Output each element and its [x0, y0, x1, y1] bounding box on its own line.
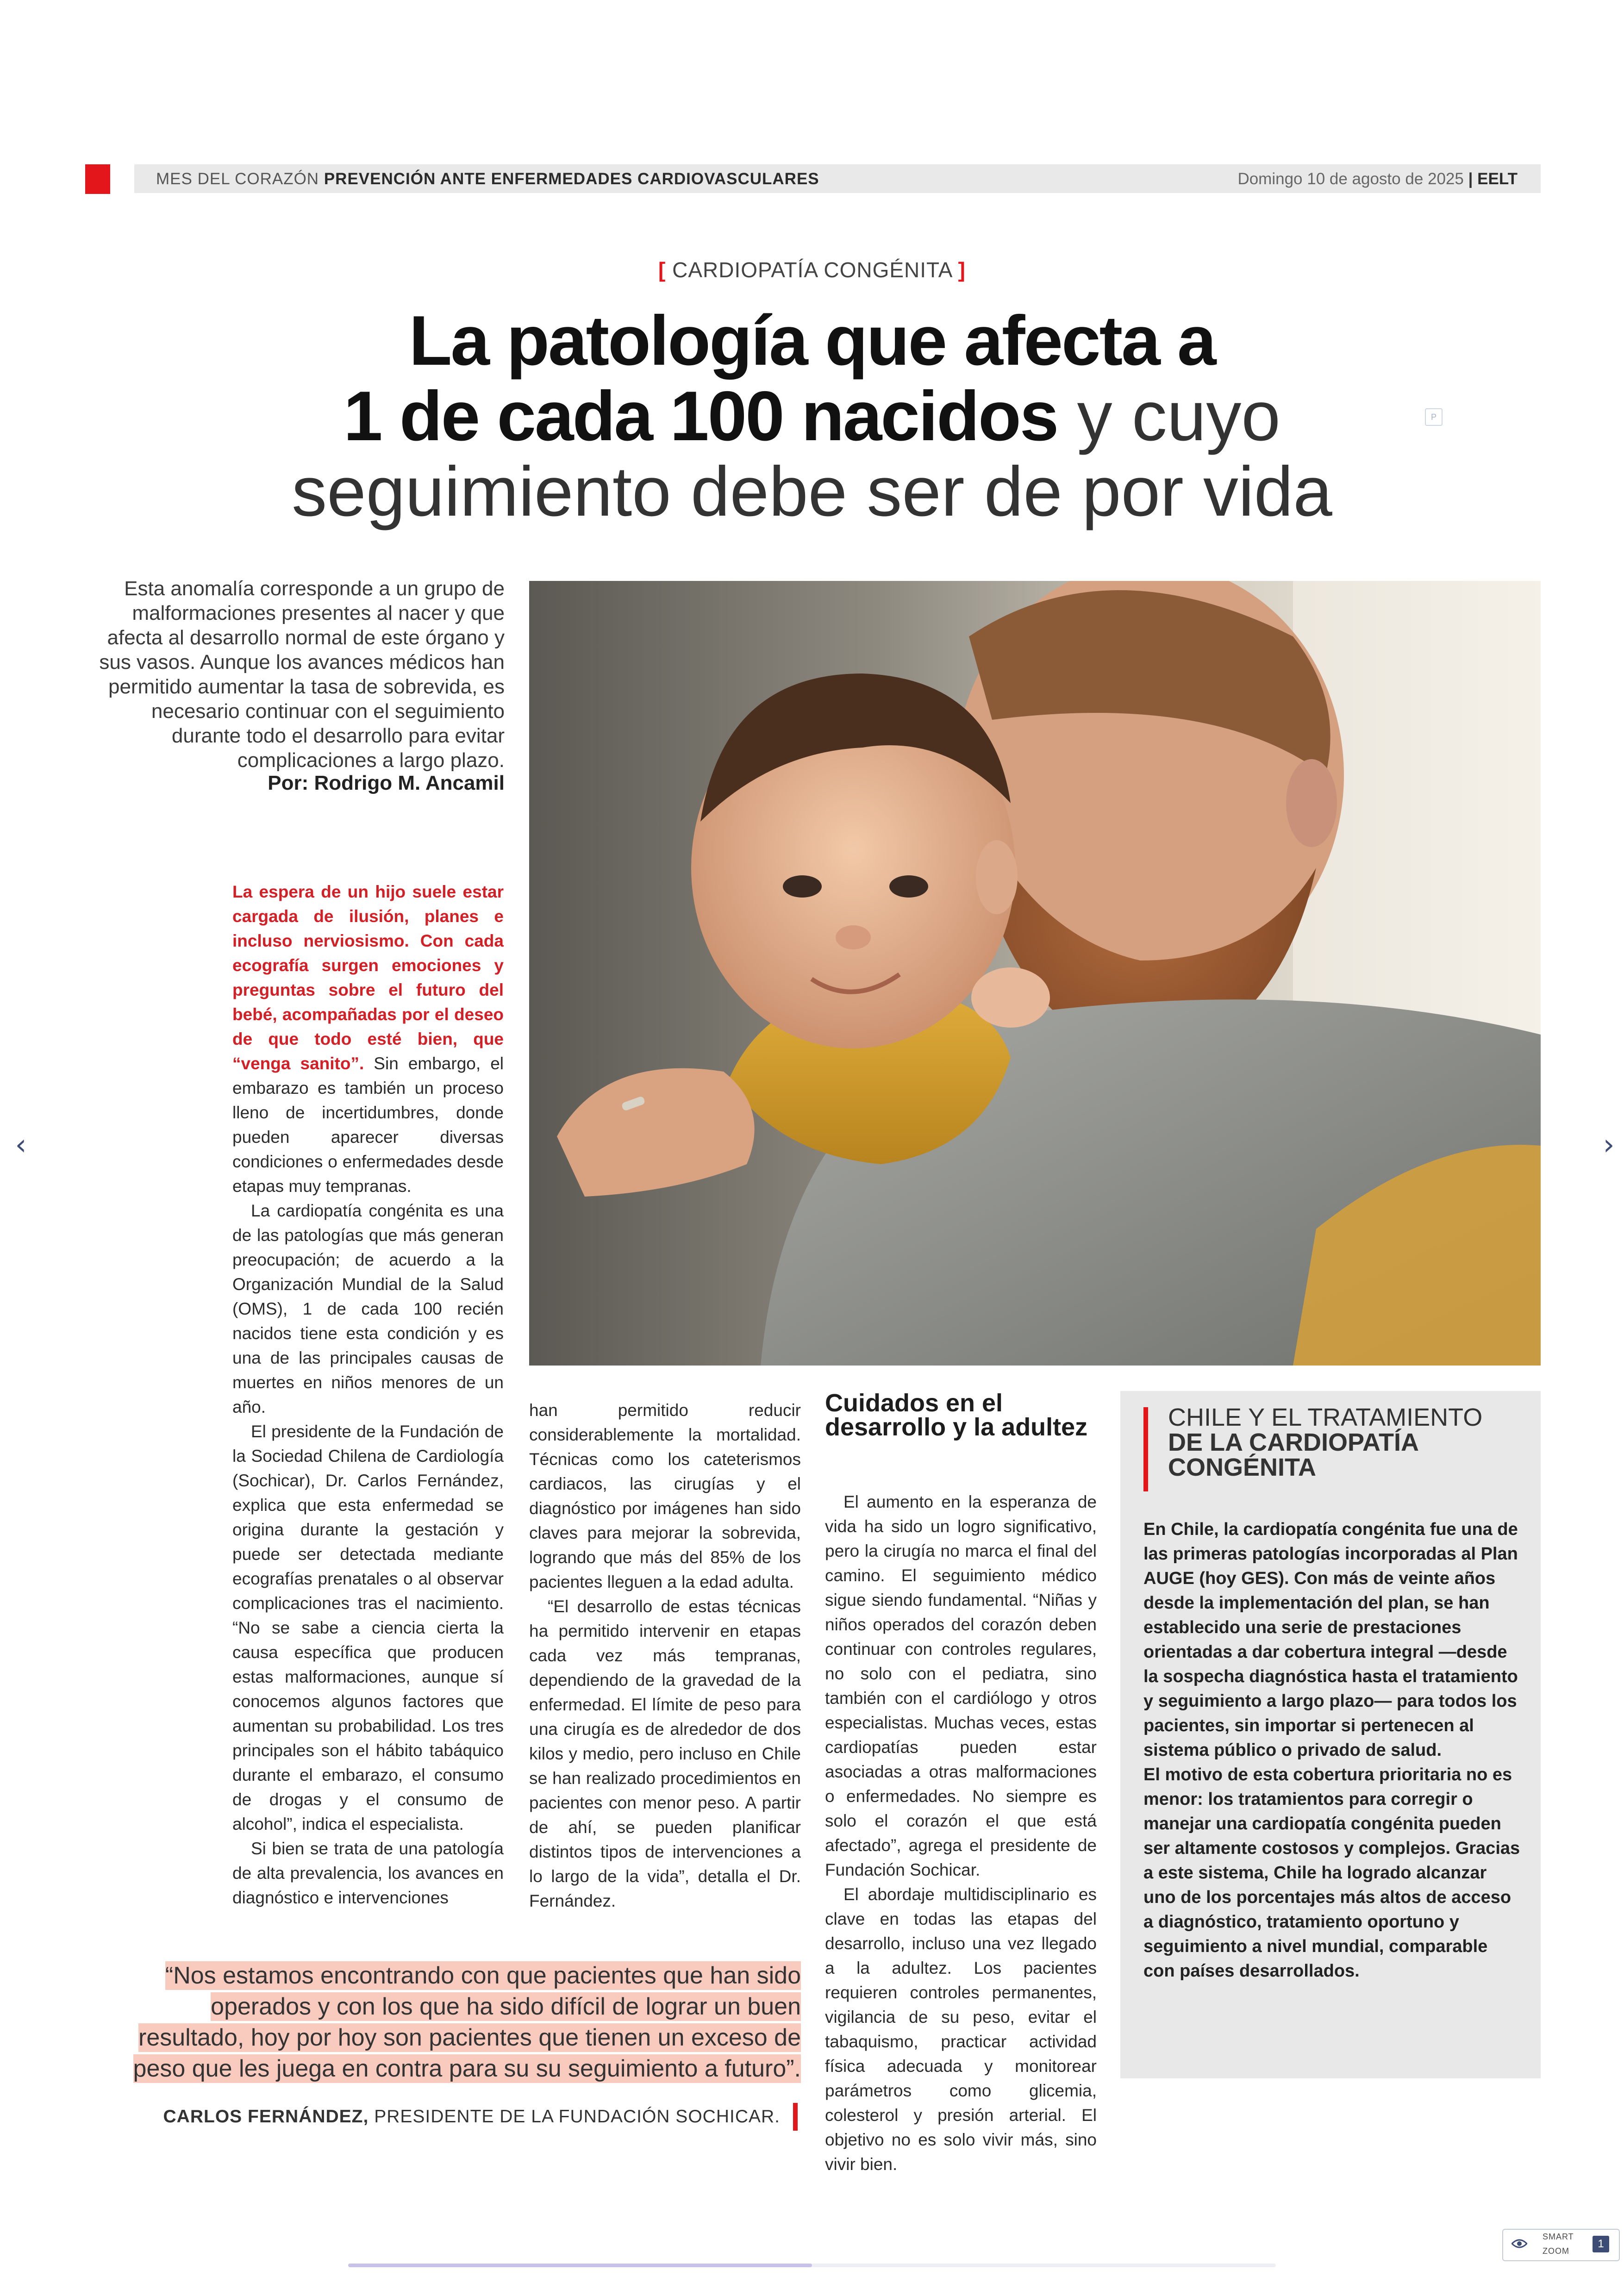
title-bold-line2: 1 de cada 100 nacidos	[344, 377, 1058, 455]
header-topic: PREVENCIÓN ANTE ENFERMEDADES CARDIOVASCULARES	[324, 170, 819, 188]
red-lead-sentence: La espera de un hijo suele estar cargada de ilusión, planes e incluso nerviosismo. Con cada ecografía surgen emociones y preguntas sobre el futuro del bebé, acompañadas por el deseo de que todo esté bien, que “venga sanito”.	[232, 882, 504, 1073]
title-bold-line1: La patología que afecta a	[409, 301, 1215, 380]
body-paragraph: El aumento en la esperanza de vida ha sido un logro significativo, pero la cirugía no marca el final del camino. El seguimiento médico sigue siendo fundamental. “Niñas y niños operados del corazón deben continuar con controles regulares, no solo con el pediatra, sino también con el cardiólogo y otros especialistas. Muchas veces, estas cardiopatías pueden estar asociadas a otras malformaciones o enfermedades. No siempre es solo el corazón el que está afectado”, agrega el presidente de Fundación Sochicar.	[825, 1492, 1097, 1879]
body-paragraph: han permitido reducir considerablemente la mortalidad. Técnicas como los cateterismos cardiacos, las cirugías y el diagnóstico por imágenes han sido claves para mejorar la sobrevida, logrando que más del 85% de los pacientes lleguen a la edad adulta.	[529, 1401, 801, 1591]
article-body-column-3	[825, 1490, 1097, 2177]
quote-author-name: CARLOS FERNÁNDEZ,	[163, 2107, 369, 2127]
title-light-line2: y cuyo	[1077, 377, 1280, 455]
article-body-column-1	[232, 879, 504, 1910]
header-date: Domingo 10 de agosto de 2025	[1237, 170, 1464, 188]
sidebar-title	[1168, 1405, 1529, 1480]
pull-quote-attribution	[118, 2105, 780, 2128]
previous-page-button[interactable]	[5, 1129, 37, 1162]
header-section: MES DEL CORAZÓN	[156, 170, 319, 188]
body-paragraph: “El desarrollo de estas técnicas ha permitido intervenir en etapas cada vez más tempranas, dependiendo de la gravedad de la enfermedad. El límite de peso para una cirugía es de alrededor de dos kilos y medio, pero incluso en Chile se han realizado procedimientos en pacientes con menor peso. A partir de ahí, se pueden planificar distintos tipos de intervenciones a lo largo de la vida”, detalla el Dr. Fernández.	[529, 1597, 801, 1910]
next-page-button[interactable]	[1593, 1129, 1624, 1162]
header-dateline	[1237, 169, 1518, 189]
chevron-right-icon: ›	[1603, 1128, 1615, 1161]
sidebar-paragraph: En Chile, la cardiopatía congénita fue una de las primeras patologías incorporadas al Plan AUGE (hoy GES). Con más de veinte años desde la implementación del plan, se han establecido una serie de prestaciones orientadas a dar cobertura integral —desde la sospecha diagnóstica hasta el tratamiento y seguimiento a largo plazo— para todos los pacientes, sin importar si pertenecen al sistema público o privado de salud.	[1143, 1520, 1518, 1760]
article-kicker: [ CARDIOPATÍA CONGÉNITA ]	[658, 258, 966, 282]
section-color-marker	[85, 164, 110, 194]
page-marker-icon[interactable]: P	[1425, 408, 1443, 426]
page-number-badge[interactable]: 1	[1593, 2236, 1609, 2252]
header-separator: |	[1468, 170, 1473, 188]
article-photo-father-and-baby	[529, 581, 1541, 1366]
sidebar-accent-bar	[1143, 1407, 1148, 1491]
title-light-line3: seguimiento debe ser de por vida	[292, 452, 1332, 531]
sidebar-title-light: CHILE Y EL TRATAMIENTO	[1168, 1403, 1483, 1431]
article-title	[139, 303, 1485, 530]
article-body-column-2	[529, 1398, 801, 1913]
smart-zoom-label: SMART ZOOM	[1543, 2232, 1574, 2256]
body-paragraph	[232, 879, 504, 1198]
reading-progress-fill	[348, 2264, 812, 2267]
body-paragraph: Si bien se trata de una patología de alta prevalencia, los avances en diagnóstico e intervenciones	[232, 1839, 504, 1907]
section-subhead: Cuidados en el desarrollo y la adultez	[825, 1389, 1088, 1441]
quote-author-role: PRESIDENTE DE LA FUNDACIÓN SOCHICAR.	[374, 2107, 780, 2127]
sidebar-text	[1143, 1517, 1523, 1983]
body-paragraph: El presidente de la Fundación de la Sociedad Chilena de Cardiología (Sochicar), Dr. Carlos Fernández, explica que esta enfermedad se origina durante la gestación y puede ser detectada mediante ecografías prenatales o al observar complicaciones tras el nacimiento. “No se sabe a ciencia cierta la causa específica que producen estas malformaciones, aunque sí conocemos algunos factores que aumentan su probabilidad. Los tres principales son el hábito tabáquico durante el embarazo, el consumo de drogas y el consumo de alcohol”, indica el especialista.	[232, 1422, 504, 1834]
header-section-label	[156, 169, 819, 189]
article-byline: Por: Rodrigo M. Ancamil	[268, 772, 505, 794]
quote-accent-bar	[793, 2103, 798, 2131]
body-paragraph: El abordaje multidisciplinario es clave en todas las etapas del desarrollo, incluso una vez llegado a la adultez. Los pacientes requieren controles permanentes, vigilancia de su peso, evitar el tabaquismo, practicar actividad física adecuada y monitorear parámetros como glicemia, colesterol y presión arterial. El objetivo no es solo vivir más, sino vivir bien.	[825, 1885, 1097, 2174]
sidebar-paragraph: El motivo de esta cobertura prioritaria no es menor: los tratamientos para corregir o manejar una cardiopatía congénita pueden ser altamente costosos y complejos. Gracias a este sistema, Chile ha logrado alcanzar uno de los porcentajes más altos de acceso a diagnóstico, tratamiento oportuno y seguimiento a nivel mundial, comparable con países desarrollados.	[1143, 1765, 1520, 1981]
chevron-left-icon: ‹	[15, 1128, 27, 1161]
sidebar-title-bold: DE LA CARDIOPATÍA CONGÉNITA	[1168, 1428, 1418, 1481]
pull-quote	[118, 1960, 801, 2084]
article-lead: Esta anomalía corresponde a un grupo de malformaciones presentes al nacer y que afecta al desarrollo normal de este órgano y sus vasos. Aunque los avances médicos han permitido aumentar la tasa de sobrevida, es necesario continuar con el seguimiento durante todo el desarrollo para evitar complicaciones a largo plazo.	[99, 577, 505, 772]
pull-quote-text: “Nos estamos encontrando con que pacientes que han sido operados y con los que ha sido difícil de lograr un buen resultado, hoy por hoy son pacientes que tienen un exceso de peso que les juega en contra para su su seguimiento a futuro”.	[133, 1962, 801, 2082]
body-paragraph-continuation: Sin embargo, el embarazo es también un proceso lleno de incertidumbres, donde pueden aparecer diversas condiciones o enfermedades desde etapas muy tempranas.	[232, 1054, 504, 1196]
body-paragraph: La cardiopatía congénita es una de las patologías que más generan preocupación; de acuerdo a la Organización Mundial de la Salud (OMS), 1 de cada 100 recién nacidos tiene esta condición y es una de las principales causas de muertes en niños menores de un año.	[232, 1201, 504, 1416]
header-publication: EELT	[1477, 170, 1518, 188]
kicker-text: CARDIOPATÍA CONGÉNITA	[672, 258, 952, 282]
eye-icon	[1510, 2235, 1529, 2253]
